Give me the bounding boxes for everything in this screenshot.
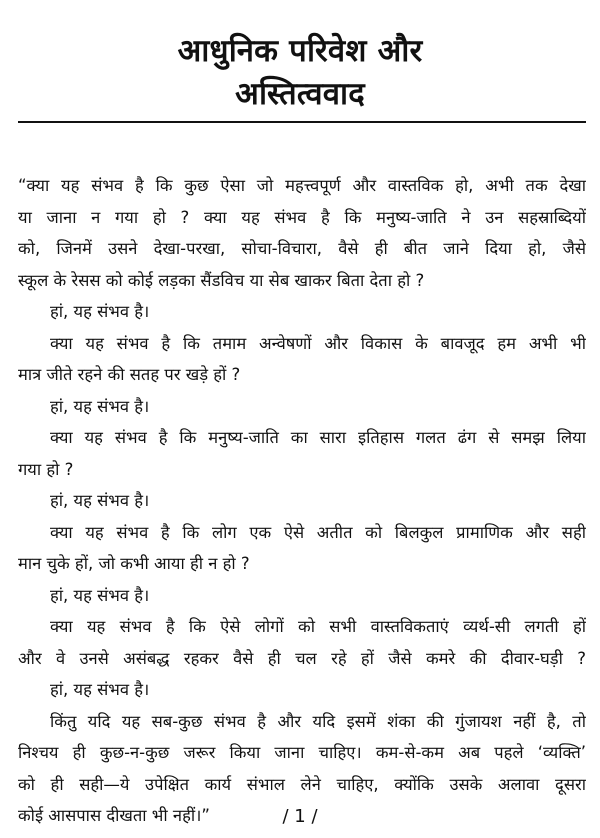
answer-line: हां, यह संभव है। (50, 396, 150, 416)
body-line: मात्र जीते रहने की सतह पर खड़े हों ? (18, 365, 241, 384)
question-line: क्या यह संभव है कि तमाम अन्वेषणों और विकास के बावजूद हम अभी भी (50, 333, 586, 353)
body-line: और वे उनसे असंबद्ध रहकर वैसे ही चल रहे हों जैसे कमरे की दीवार-घड़ी ? (18, 648, 586, 668)
answer-line: हां, यह संभव है। (50, 491, 150, 510)
answer-line: हां, यह संभव है। (50, 585, 150, 605)
body-line: गया हो ? (18, 459, 74, 479)
body-line: मान चुके हों, जो कभी आया ही न हो ? (18, 554, 250, 573)
answer-line: हां, यह संभव है। (50, 680, 150, 699)
body-line: स्कूल के रेसस को कोई लड़का सैंडविच या सेब खाकर बिता देता हो ? (18, 270, 425, 290)
body-line: को, जिनमें उसने देखा-परखा, सोचा-विचारा, वैसे ही बीत जाने दिया हो, जैसे (18, 239, 586, 258)
question-line: क्या यह संभव है कि मनुष्य-जाति का सारा इतिहास गलत ढंग से समझ लिया (50, 428, 586, 447)
question-line: क्या यह संभव है कि ऐसे लोगों को सभी वास्तविकताएं व्यर्थ-सी लगती हों (50, 617, 586, 636)
body-line: निश्चय ही कुछ-न-कुछ जरूर किया जाना चाहिए। कम-से-कम अब पहले ‘व्यक्ति’ (18, 743, 586, 762)
body-text (18, 170, 586, 832)
page-number: / 1 / (282, 806, 318, 827)
chapter-title-line-1: आधुनिक परिवेश और (177, 33, 423, 69)
answer-line: हां, यह संभव है। (50, 302, 150, 321)
paragraph-line: किंतु यदि यह सब-कुछ संभव है और यदि इसमें शंका की गुंजायश नहीं है, तो (50, 711, 586, 731)
body-line: कोई आसपास दीखता भी नहीं।” (18, 806, 210, 825)
question-line: क्या यह संभव है कि लोग एक ऐसे अतीत को बिलकुल प्रामाणिक और सही (50, 522, 586, 542)
body-line: या जाना न गया हो ? क्या यह संभव है कि मनुष्य-जाति ने उन सहस्राब्दियों (18, 207, 586, 227)
body-line: “क्या यह संभव है कि कुछ ऐसा जो महत्त्वपूर्ण और वास्तविक हो, अभी तक देखा (18, 176, 586, 195)
chapter-title-line-2: अस्तित्ववाद (235, 76, 365, 112)
body-line: को ही सही—ये उपेक्षित कार्य संभाल लेने चाहिए, क्योंकि उसके अलावा दूसरा (18, 774, 586, 794)
title-divider (18, 121, 586, 123)
chapter-title (0, 30, 600, 116)
